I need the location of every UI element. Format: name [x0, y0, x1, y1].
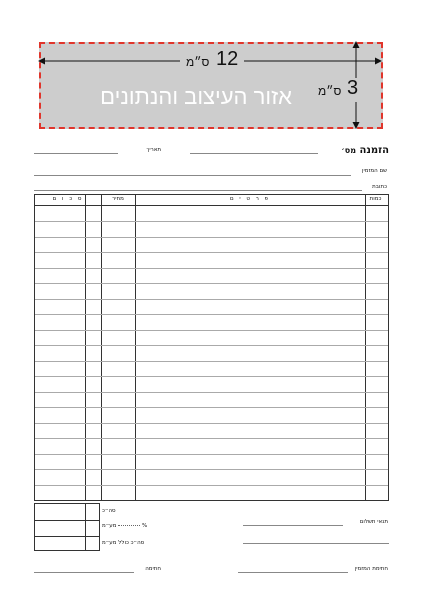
- column-header-quantity: כמות: [369, 196, 382, 202]
- vat-dots[interactable]: [118, 525, 140, 526]
- table-row-line: [35, 221, 388, 222]
- totals-box: [34, 503, 100, 551]
- height-unit: ס״מ: [318, 84, 342, 98]
- items-table: [34, 194, 389, 501]
- signature-label: חתימה: [145, 566, 161, 572]
- table-row-line: [35, 423, 388, 424]
- table-row-line: [35, 485, 388, 486]
- table-row-line: [35, 299, 388, 300]
- address-line[interactable]: [34, 190, 362, 191]
- date-line[interactable]: [34, 153, 118, 154]
- table-row-line: [35, 454, 388, 455]
- vat-label: מע״מ: [102, 523, 117, 529]
- table-row-line: [35, 469, 388, 470]
- table-row-line: [35, 376, 388, 377]
- width-value: 12: [216, 48, 239, 70]
- vat-row: [102, 523, 147, 529]
- order-number-label: מס׳: [341, 146, 356, 155]
- height-value: 3: [347, 77, 359, 99]
- design-area-text: אזור העיצוב והנתונים: [100, 84, 292, 109]
- payment-terms-line[interactable]: [243, 525, 343, 526]
- column-header-price: מחיר: [112, 196, 124, 202]
- vat-percent: %: [141, 523, 148, 529]
- width-unit: ס״מ: [186, 55, 210, 69]
- address-label: כתובת: [372, 184, 387, 190]
- customer-signature-label: חתימת המזמין: [354, 566, 388, 572]
- column-header-details: פ ר ט י ם: [230, 196, 270, 202]
- table-row-line: [35, 345, 388, 346]
- order-number-line[interactable]: [190, 153, 318, 154]
- table-row-line: [35, 252, 388, 253]
- column-header-sum: ס כ ו ם: [52, 196, 84, 202]
- table-row-line: [35, 268, 388, 269]
- totals-divider: [85, 504, 86, 550]
- total-incl-vat-label: סה״כ כולל מע״מ: [102, 540, 145, 546]
- header-row-line: [35, 205, 388, 206]
- customer-name-line[interactable]: [34, 175, 351, 176]
- table-row-line: [35, 237, 388, 238]
- signature-line[interactable]: [34, 572, 134, 573]
- table-row-line: [35, 407, 388, 408]
- table-row-line: [35, 330, 388, 331]
- payment-terms-line-2[interactable]: [243, 543, 389, 544]
- customer-name-label: שם המזמין: [362, 168, 387, 174]
- totals-row-line: [35, 520, 99, 521]
- totals-row-line: [35, 536, 99, 537]
- order-title: [341, 145, 389, 156]
- table-row-line: [35, 392, 388, 393]
- customer-signature-line[interactable]: [238, 572, 348, 573]
- subtotal-label: סה״כ: [102, 508, 116, 514]
- payment-terms-label: תנאי תשלום: [359, 519, 388, 525]
- table-row-line: [35, 361, 388, 362]
- table-row-line: [35, 438, 388, 439]
- order-title-text: הזמנה: [359, 145, 389, 156]
- date-label: תאריך: [146, 147, 161, 153]
- table-row-line: [35, 314, 388, 315]
- table-row-line: [35, 283, 388, 284]
